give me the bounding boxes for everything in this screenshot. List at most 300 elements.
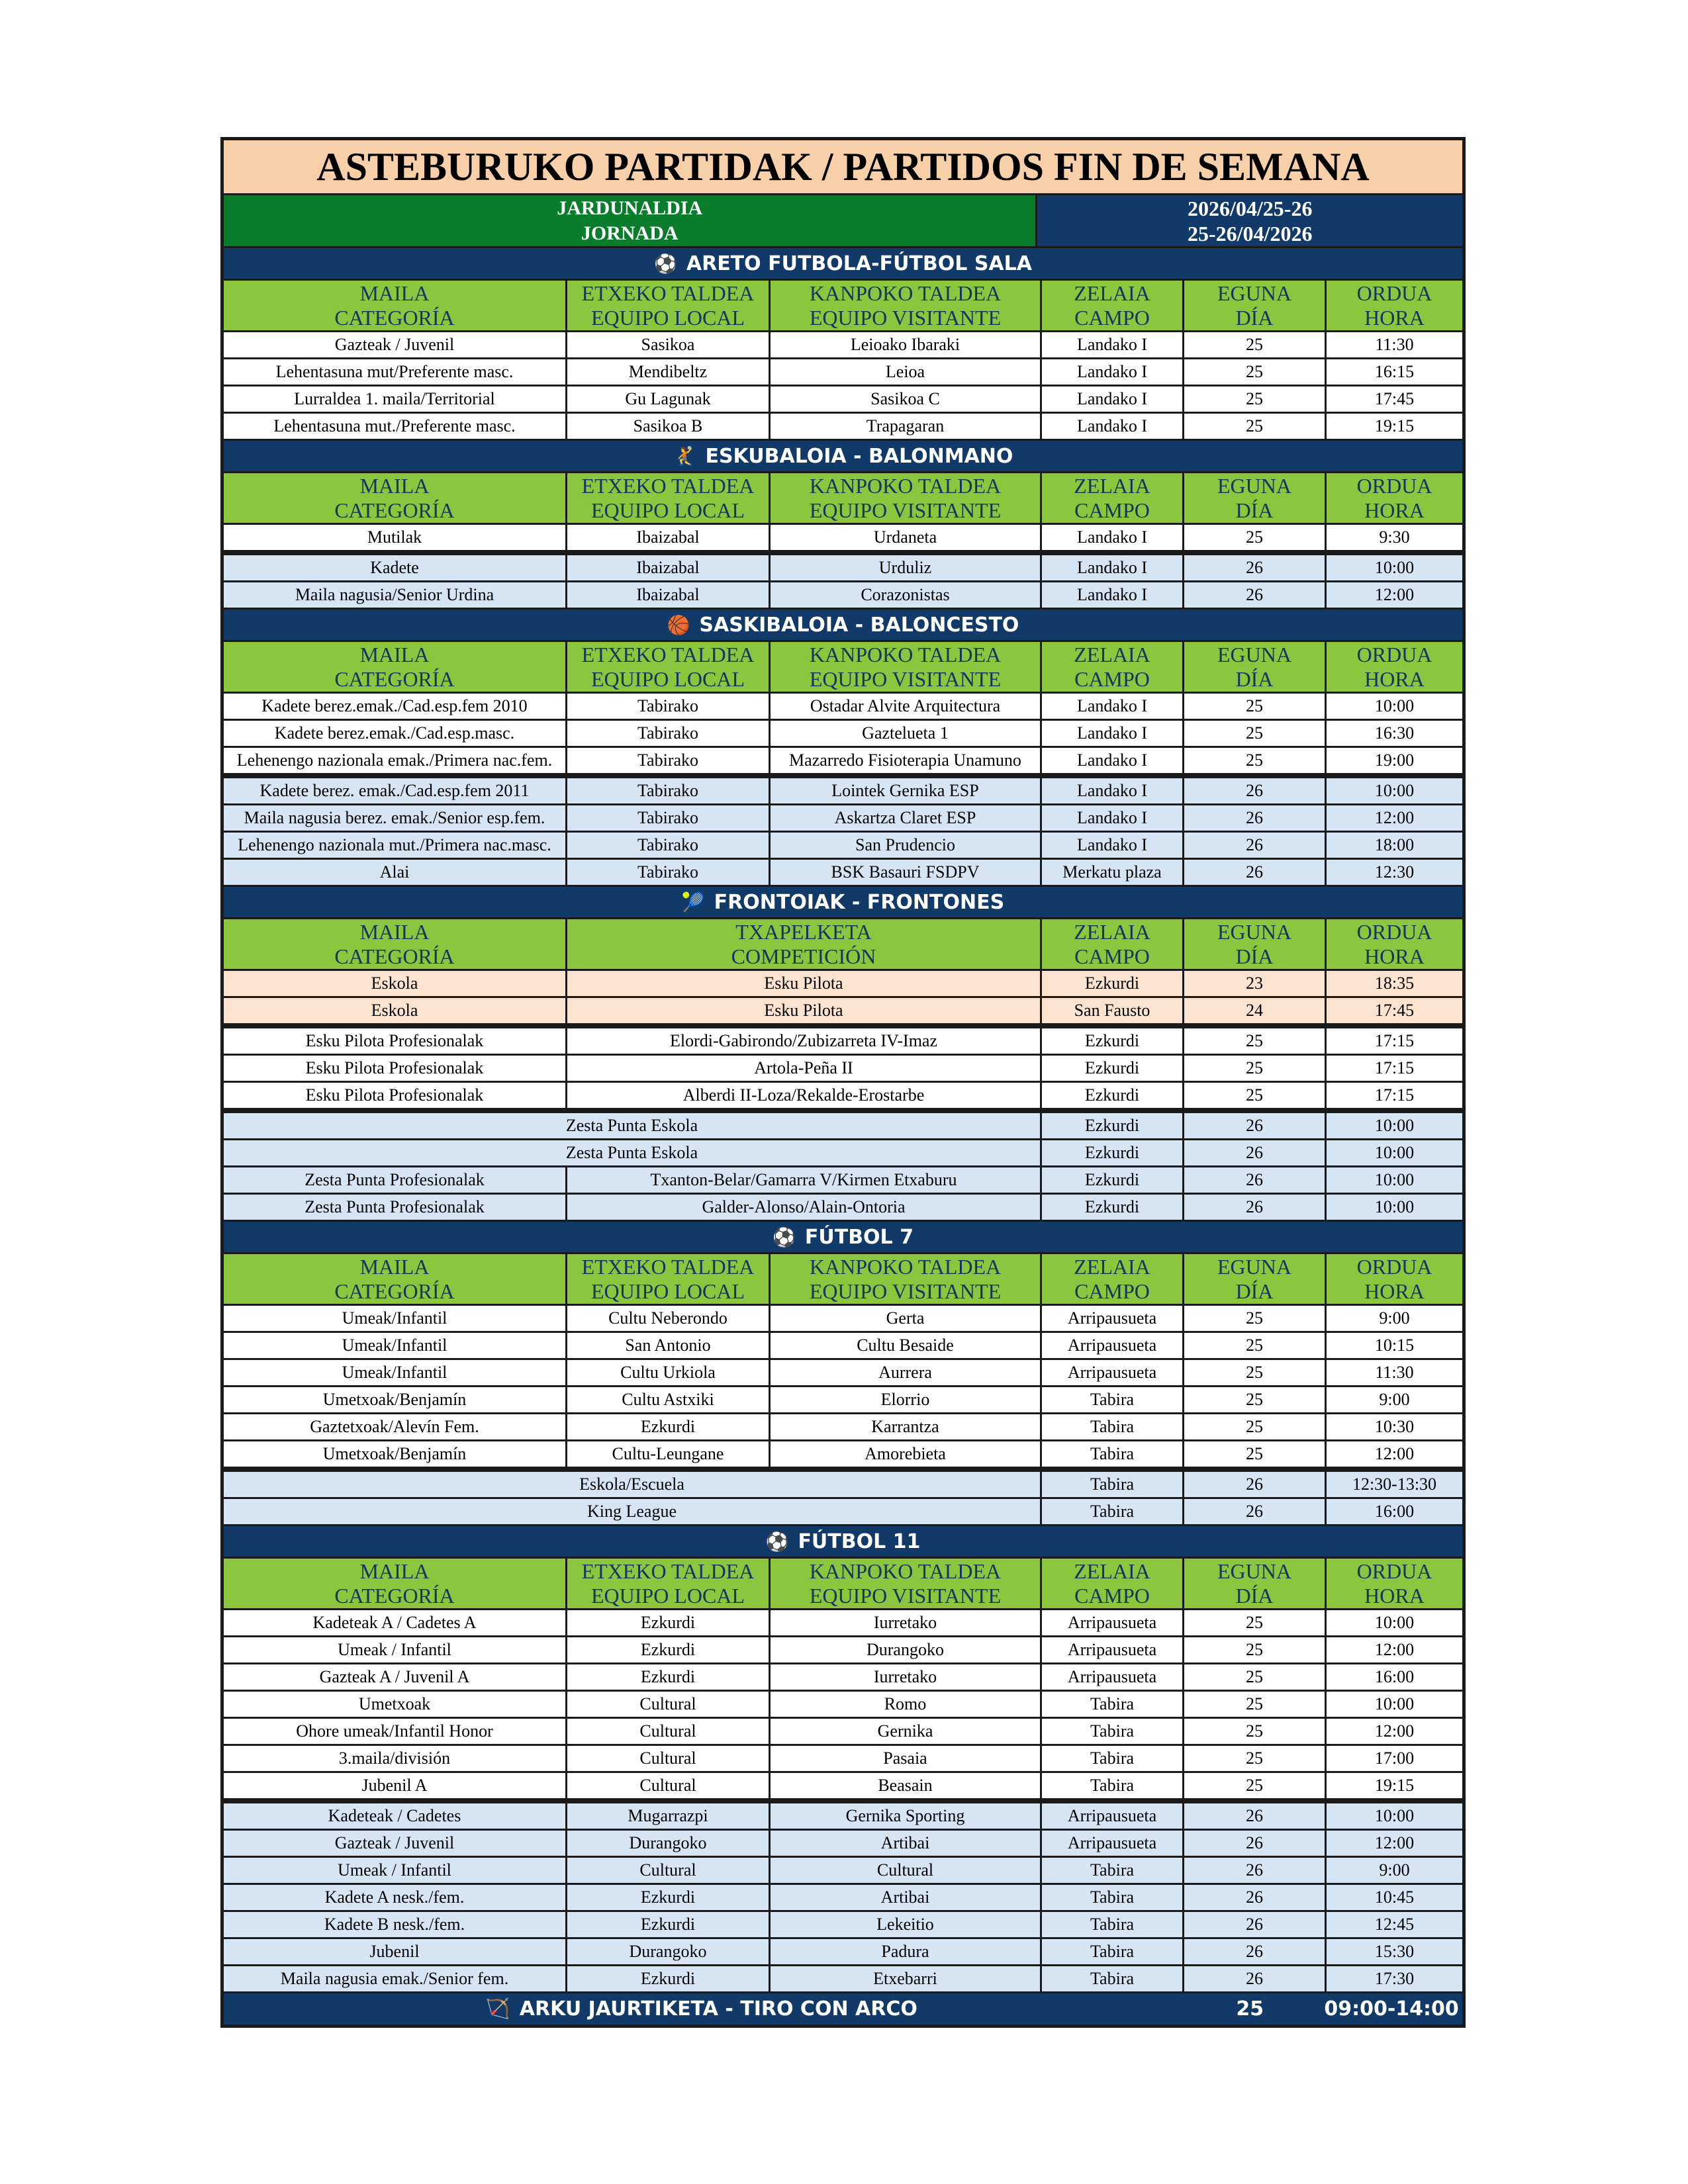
table-cell: Durangoko [771,1637,1042,1664]
table-cell: BSK Basauri FSDPV [771,860,1042,887]
table-cell: Kadete berez. emak./Cad.esp.fem 2011 [224,778,567,805]
table-cell: 25 [1184,1306,1327,1333]
table-cell: Mazarredo Fisioterapia Unamuno [771,748,1042,775]
column-header-eu: MAILA [359,1254,430,1279]
table-cell: 19:00 [1327,748,1462,775]
column-header-hora [1327,1254,1462,1306]
table-cell: Umetxoak/Benjamín [224,1441,567,1469]
table-cell: Eskola [224,971,567,998]
column-header-es: EQUIPO LOCAL [591,1583,745,1608]
table-cell: 25 [1184,748,1327,775]
column-header-es: EQUIPO VISITANTE [809,498,1002,522]
column-header-dia [1184,1559,1327,1610]
table-row [224,1469,1462,1499]
table-cell: Alai [224,860,567,887]
table-cell: 17:30 [1327,1966,1462,1993]
table-cell: 9:00 [1327,1306,1462,1333]
schedule-sheet [220,137,1466,2028]
table-row [224,1140,1462,1167]
column-header-es: DÍA [1235,498,1274,522]
column-header-es: CATEGORÍA [334,666,455,691]
column-header-es: EQUIPO LOCAL [591,666,745,691]
table-cell: 25 [1184,1692,1327,1719]
table-cell: Alberdi II-Loza/Rekalde-Erostarbe [567,1083,1042,1110]
section-header [224,610,1462,642]
table-cell: Tabira [1042,1746,1184,1773]
table-cell: Ibaizabal [567,582,771,610]
column-header-row [224,919,1462,971]
column-header-es: HORA [1364,498,1425,522]
column-header-maila [224,473,567,525]
column-header-eu: ORDUA [1356,1254,1432,1279]
table-row [224,694,1462,721]
column-header-row [224,473,1462,525]
column-header-row [224,1254,1462,1306]
table-cell: Tabira [1042,1441,1184,1469]
column-header-es: CAMPO [1074,1279,1150,1303]
table-cell: Lurraldea 1. maila/Territorial [224,387,567,414]
table-cell: Esku Pilota Profesionalak [224,1028,567,1056]
table-cell: Leioa [771,359,1042,387]
table-cell: 25 [1184,332,1327,359]
table-cell: 26 [1184,1803,1327,1831]
archery-day: 25 [1236,1997,1264,2021]
table-cell: 26 [1184,805,1327,833]
column-header-maila [224,642,567,694]
table-cell: Tabira [1042,1414,1184,1441]
table-cell: 26 [1184,555,1327,582]
column-header-eu: EGUNA [1217,642,1291,666]
basketball-icon: 🏀 [667,614,690,636]
table-cell: 25 [1184,1414,1327,1441]
table-cell: Gaztetxoak/Alevín Fem. [224,1414,567,1441]
column-header-es: HORA [1364,944,1425,968]
table-cell: Ezkurdi [567,1414,771,1441]
table-row [224,998,1462,1025]
table-cell: Landako I [1042,555,1184,582]
table-row [224,1414,1462,1441]
table-cell: Gazteak / Juvenil [224,332,567,359]
table-cell: Txanton-Belar/Gamarra V/Kirmen Etxaburu [567,1167,1042,1195]
table-cell: Tabirako [567,748,771,775]
table-cell: 10:15 [1327,1333,1462,1360]
table-cell: Arripausueta [1042,1333,1184,1360]
table-row [224,414,1462,441]
table-cell: Tabira [1042,1858,1184,1885]
table-row [224,1441,1462,1469]
table-row [224,1025,1462,1056]
table-cell: Urduliz [771,555,1042,582]
table-cell: Ezkurdi [567,1966,771,1993]
table-row [224,1387,1462,1414]
table-cell: 26 [1184,833,1327,860]
column-header-dia [1184,281,1327,332]
table-cell: Umeak/Infantil [224,1360,567,1387]
column-header-es: EQUIPO LOCAL [591,498,745,522]
table-cell: 3.maila/división [224,1746,567,1773]
table-cell: Esku Pilota Profesionalak [224,1056,567,1083]
table-cell: Zesta Punta Profesionalak [224,1195,567,1222]
jornada-label-es: JORNADA [581,222,679,244]
table-row [224,332,1462,359]
page-title: ASTEBURUKO PARTIDAK / PARTIDOS FIN DE SEMANA [224,140,1462,195]
table-cell: Tabira [1042,1719,1184,1746]
table-cell: Umeak/Infantil [224,1333,567,1360]
table-cell: Tabirako [567,721,771,748]
column-header-hora [1327,473,1462,525]
table-cell: Tabira [1042,1472,1184,1499]
column-header-hora [1327,281,1462,332]
table-cell: Maila nagusia emak./Senior fem. [224,1966,567,1993]
table-cell: 25 [1184,387,1327,414]
table-cell: Sasikoa B [567,414,771,441]
column-header-visitante [771,281,1042,332]
table-cell: 16:00 [1327,1499,1462,1526]
column-header-dia [1184,1254,1327,1306]
table-cell: Gernika Sporting [771,1803,1042,1831]
column-header-es: COMPETICIÓN [731,944,876,968]
table-cell: Kadeteak / Cadetes [224,1803,567,1831]
table-row [224,775,1462,805]
table-cell: Ezkurdi [1042,1113,1184,1140]
table-cell: 12:30-13:30 [1327,1472,1462,1499]
table-cell: 10:45 [1327,1885,1462,1912]
table-cell: Beasain [771,1773,1042,1800]
column-header-eu: TXAPELKETA [735,919,872,944]
table-cell: Kadete A nesk./fem. [224,1885,567,1912]
column-header-dia [1184,642,1327,694]
table-cell: Sasikoa C [771,387,1042,414]
table-cell: Eskola/Escuela [224,1472,1042,1499]
table-cell: 25 [1184,694,1327,721]
table-cell: 25 [1184,1028,1327,1056]
table-cell: 26 [1184,1939,1327,1966]
table-cell: 12:30 [1327,860,1462,887]
table-cell: Ezkurdi [1042,1140,1184,1167]
table-row [224,1939,1462,1966]
table-row [224,387,1462,414]
table-cell: 17:15 [1327,1083,1462,1110]
table-cell: Gaztelueta 1 [771,721,1042,748]
table-cell: 12:45 [1327,1912,1462,1939]
table-row [224,1912,1462,1939]
column-header-eu: EGUNA [1217,473,1291,498]
table-cell: Landako I [1042,414,1184,441]
table-cell: 23 [1184,971,1327,998]
column-header-es: EQUIPO VISITANTE [809,1279,1002,1303]
table-cell: 10:00 [1327,1195,1462,1222]
table-row [224,971,1462,998]
column-header-campo [1042,281,1184,332]
table-cell: San Prudencio [771,833,1042,860]
column-header-txapelketa [567,919,1042,971]
column-header-campo [1042,642,1184,694]
soccer-ball-icon: ⚽ [765,1530,789,1553]
column-header-local [567,281,771,332]
table-cell: Umetxoak [224,1692,567,1719]
table-cell: Maila nagusia berez. emak./Senior esp.fem. [224,805,567,833]
column-header-eu: MAILA [359,642,430,666]
table-cell: Ezkurdi [1042,1083,1184,1110]
column-header-row [224,281,1462,332]
table-cell: 17:00 [1327,1746,1462,1773]
column-header-es: CAMPO [1074,666,1150,691]
column-header-row [224,642,1462,694]
table-cell: Umeak/Infantil [224,1306,567,1333]
table-row [224,1664,1462,1692]
table-cell: 15:30 [1327,1939,1462,1966]
table-row [224,525,1462,552]
table-cell: Ezkurdi [1042,971,1184,998]
table-cell: 26 [1184,1140,1327,1167]
column-header-eu: ZELAIA [1074,473,1150,498]
table-cell: 11:30 [1327,332,1462,359]
column-header-eu: ZELAIA [1074,1559,1150,1583]
column-header-eu: ETXEKO TALDEA [581,1254,755,1279]
table-cell: Tabirako [567,778,771,805]
table-cell: Tabirako [567,860,771,887]
column-header-eu: ZELAIA [1074,919,1150,944]
column-header-eu: ETXEKO TALDEA [581,473,755,498]
table-cell: 25 [1184,359,1327,387]
table-cell: 25 [1184,1746,1327,1773]
column-header-eu: KANPOKO TALDEA [809,473,1002,498]
column-header-eu: ZELAIA [1074,281,1150,305]
table-cell: Tabira [1042,1692,1184,1719]
table-cell: Tabirako [567,694,771,721]
column-header-maila [224,1254,567,1306]
table-cell: 26 [1184,1858,1327,1885]
column-header-eu: ORDUA [1356,281,1432,305]
section-title: FÚTBOL 7 [804,1225,914,1249]
table-row [224,748,1462,775]
table-cell: 25 [1184,1056,1327,1083]
column-header-row [224,1559,1462,1610]
table-cell: San Fausto [1042,998,1184,1025]
column-header-eu: ORDUA [1356,919,1432,944]
table-cell: Lointek Gernika ESP [771,778,1042,805]
bow-arrow-icon: 🏹 [485,1997,510,2021]
table-cell: Mendibeltz [567,359,771,387]
table-cell: 10:00 [1327,1113,1462,1140]
jornada-row [224,195,1462,248]
table-cell: 26 [1184,1113,1327,1140]
table-cell: Ezkurdi [567,1912,771,1939]
column-header-eu: ETXEKO TALDEA [581,1559,755,1583]
table-cell: Arripausueta [1042,1306,1184,1333]
column-header-visitante [771,1559,1042,1610]
table-cell: Arripausueta [1042,1664,1184,1692]
table-cell: Elorrio [771,1387,1042,1414]
column-header-visitante [771,473,1042,525]
table-cell: Ezkurdi [567,1885,771,1912]
table-cell: Umetxoak/Benjamín [224,1387,567,1414]
table-cell: Kadete [224,555,567,582]
table-cell: Gu Lagunak [567,387,771,414]
table-row [224,1360,1462,1387]
table-cell: Lekeitio [771,1912,1042,1939]
column-header-maila [224,919,567,971]
table-cell: Ezkurdi [567,1664,771,1692]
column-header-hora [1327,1559,1462,1610]
table-cell: Arripausueta [1042,1637,1184,1664]
column-header-es: CATEGORÍA [334,944,455,968]
table-cell: Mutilak [224,525,567,552]
column-header-es: CATEGORÍA [334,1583,455,1608]
column-header-es: DÍA [1235,666,1274,691]
table-cell: Cultural [567,1746,771,1773]
table-row [224,1195,1462,1222]
table-cell: Merkatu plaza [1042,860,1184,887]
table-row [224,1083,1462,1110]
table-cell: Tabira [1042,1387,1184,1414]
jornada-label [224,195,1037,248]
section-title: ESKUBALOIA - BALONMANO [705,444,1013,468]
handball-icon: 🤾 [673,445,696,467]
table-cell: Cultural [771,1858,1042,1885]
table-cell: 17:45 [1327,387,1462,414]
table-row [224,1056,1462,1083]
table-cell: Esku Pilota Profesionalak [224,1083,567,1110]
table-cell: Lehenengo nazionala mut./Primera nac.masc. [224,833,567,860]
table-cell: 24 [1184,998,1327,1025]
column-header-local [567,642,771,694]
table-cell: Artola-Peña II [567,1056,1042,1083]
table-row [224,1773,1462,1800]
table-row [224,1692,1462,1719]
table-cell: 16:15 [1327,359,1462,387]
table-cell: Kadete B nesk./fem. [224,1912,567,1939]
table-cell: Tabira [1042,1499,1184,1526]
table-cell: 10:00 [1327,1803,1462,1831]
table-cell: Gazteak / Juvenil [224,1831,567,1858]
table-cell: Landako I [1042,833,1184,860]
table-cell: Kadeteak A / Cadetes A [224,1610,567,1637]
table-cell: Cultu Neberondo [567,1306,771,1333]
column-header-eu: MAILA [359,1559,430,1583]
table-cell: King League [224,1499,1042,1526]
column-header-local [567,1559,771,1610]
table-cell: Cultural [567,1773,771,1800]
table-cell: 26 [1184,1966,1327,1993]
jornada-label-eu: JARDUNALDIA [557,197,703,219]
table-cell: Iurretako [771,1664,1042,1692]
ball-icon: 🎾 [681,891,705,913]
table-cell: 25 [1184,1610,1327,1637]
table-row [224,1610,1462,1637]
table-cell: 25 [1184,1664,1327,1692]
table-cell: Cultu Astxiki [567,1387,771,1414]
table-cell: 18:35 [1327,971,1462,998]
table-cell: Lehentasuna mut./Preferente masc. [224,414,567,441]
table-cell: 11:30 [1327,1360,1462,1387]
table-cell: 10:00 [1327,778,1462,805]
column-header-eu: MAILA [359,281,430,305]
table-cell: 25 [1184,414,1327,441]
table-cell: Durangoko [567,1831,771,1858]
table-row [224,1110,1462,1140]
table-cell: Landako I [1042,359,1184,387]
table-cell: Esku Pilota [567,971,1042,998]
sections-container [224,248,1462,1993]
table-cell: Artibai [771,1831,1042,1858]
column-header-maila [224,1559,567,1610]
table-cell: 10:30 [1327,1414,1462,1441]
archery-title-text: ARKU JAURTIKETA - TIRO CON ARCO [519,1997,917,2021]
column-header-eu: EGUNA [1217,1254,1291,1279]
column-header-es: EQUIPO VISITANTE [809,305,1002,330]
table-cell: Tabira [1042,1912,1184,1939]
column-header-eu: ETXEKO TALDEA [581,281,755,305]
table-row [224,359,1462,387]
section-title: ARETO FUTBOLA-FÚTBOL SALA [686,251,1032,275]
table-cell: 17:15 [1327,1028,1462,1056]
table-cell: Esku Pilota [567,998,1042,1025]
table-cell: Zesta Punta Profesionalak [224,1167,567,1195]
column-header-visitante [771,642,1042,694]
column-header-es: DÍA [1235,305,1274,330]
table-cell: Askartza Claret ESP [771,805,1042,833]
table-cell: Gernika [771,1719,1042,1746]
table-cell: Padura [771,1939,1042,1966]
soccer-ball-icon: ⚽ [654,252,677,275]
table-cell: 26 [1184,1195,1327,1222]
table-row [224,582,1462,610]
column-header-eu: ETXEKO TALDEA [581,642,755,666]
section-header [224,248,1462,281]
table-cell: Galder-Alonso/Alain-Ontoria [567,1195,1042,1222]
column-header-es: HORA [1364,666,1425,691]
table-cell: Tabira [1042,1939,1184,1966]
table-cell: 25 [1184,1637,1327,1664]
table-cell: Sasikoa [567,332,771,359]
table-cell: Landako I [1042,525,1184,552]
column-header-eu: MAILA [359,473,430,498]
table-cell: 26 [1184,860,1327,887]
table-cell: Ezkurdi [567,1637,771,1664]
table-row [224,860,1462,887]
table-cell: Cultural [567,1719,771,1746]
table-cell: Kadete berez.emak./Cad.esp.fem 2010 [224,694,567,721]
table-cell: Leioako Ibaraki [771,332,1042,359]
table-cell: Landako I [1042,694,1184,721]
table-cell: 12:00 [1327,1831,1462,1858]
table-cell: 19:15 [1327,414,1462,441]
section-header [224,887,1462,919]
column-header-campo [1042,1254,1184,1306]
table-cell: 26 [1184,1912,1327,1939]
table-cell: 25 [1184,1773,1327,1800]
table-cell: 10:00 [1327,1610,1462,1637]
jornada-dates [1037,195,1462,248]
table-cell: 10:00 [1327,1140,1462,1167]
table-cell: Ibaizabal [567,555,771,582]
table-cell: 18:00 [1327,833,1462,860]
table-cell: Landako I [1042,332,1184,359]
column-header-eu: EGUNA [1217,281,1291,305]
table-cell: Aurrera [771,1360,1042,1387]
column-header-maila [224,281,567,332]
table-cell: 25 [1184,1719,1327,1746]
column-header-campo [1042,473,1184,525]
table-row [224,833,1462,860]
table-cell: Umeak / Infantil [224,1637,567,1664]
table-cell: Arripausueta [1042,1803,1184,1831]
table-cell: Landako I [1042,778,1184,805]
table-cell: 26 [1184,582,1327,610]
column-header-campo [1042,919,1184,971]
table-cell: 12:00 [1327,1441,1462,1469]
